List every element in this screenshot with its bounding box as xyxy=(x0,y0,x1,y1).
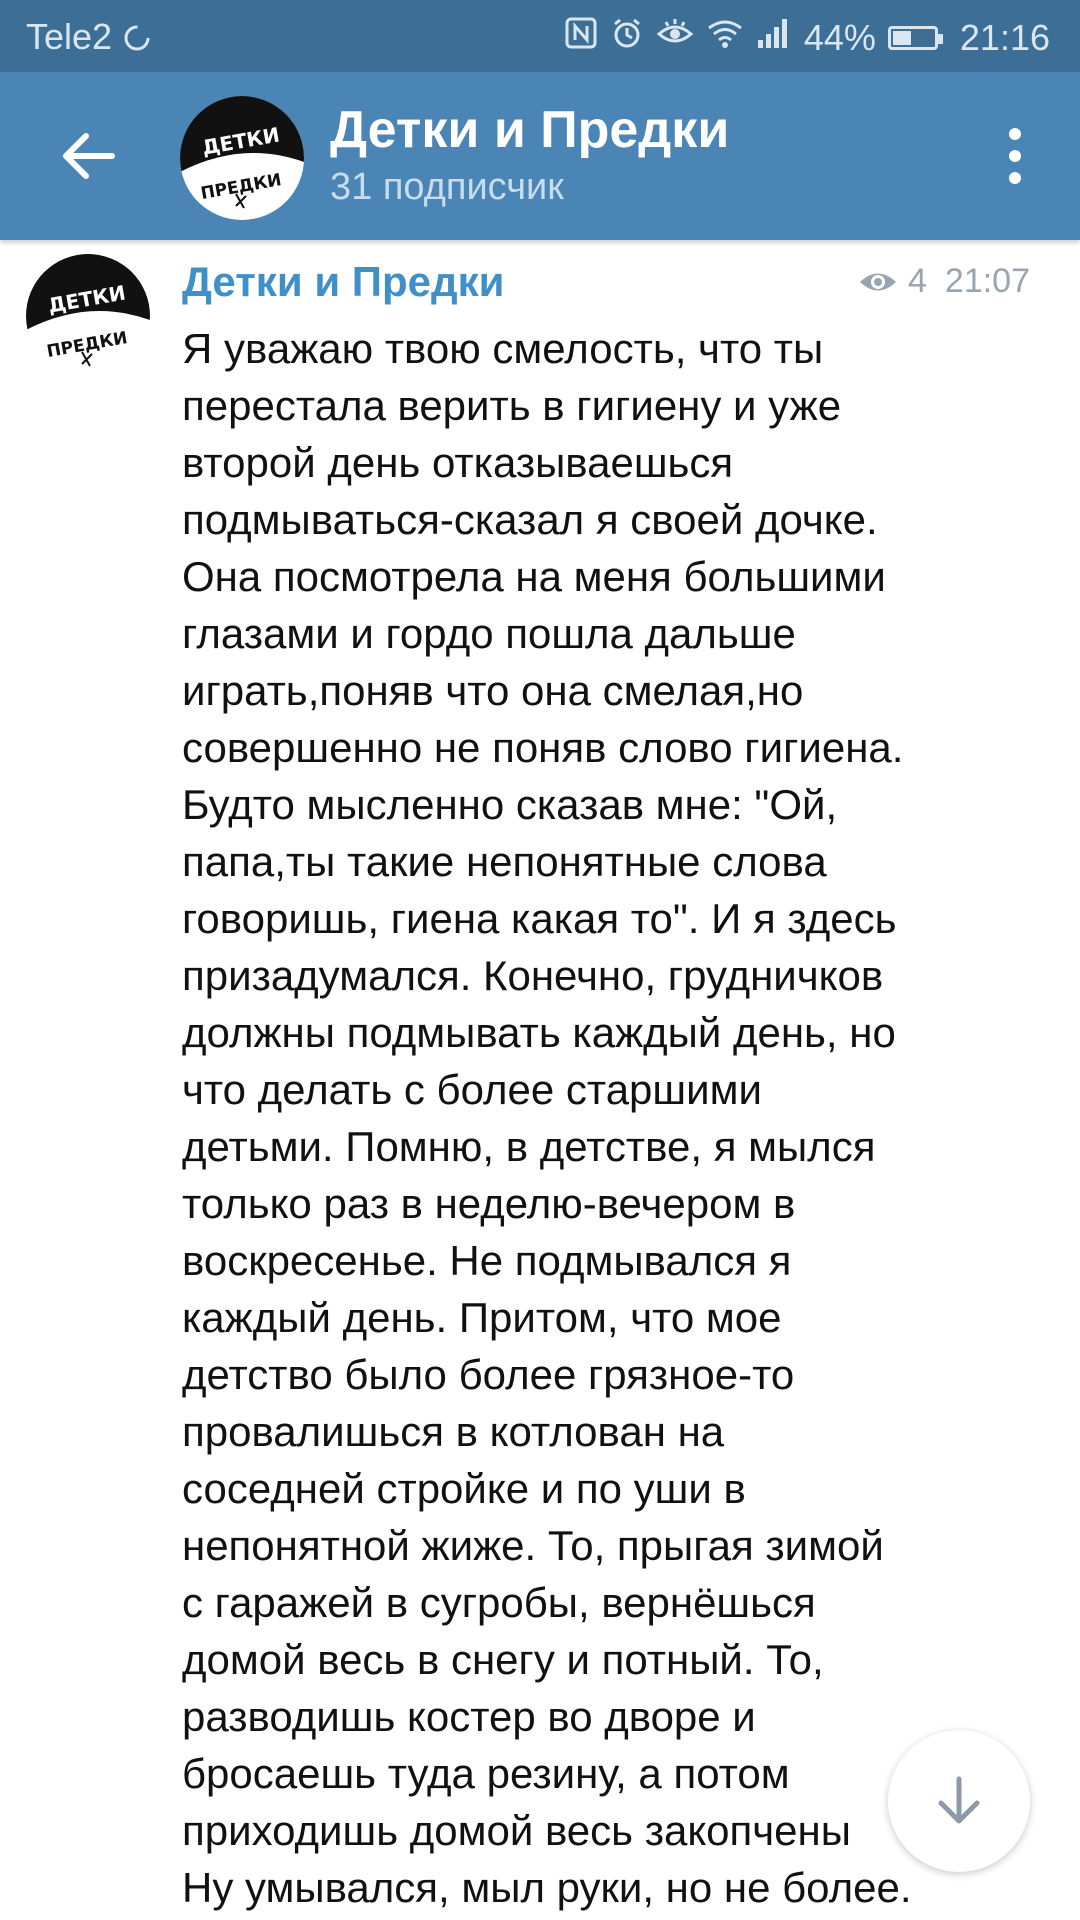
signal-icon xyxy=(756,16,792,59)
nfc-icon xyxy=(564,16,598,59)
back-button[interactable] xyxy=(50,116,130,196)
views-eye-icon xyxy=(858,269,898,295)
svg-text:ДЕТКИ: ДЕТКИ xyxy=(46,280,128,318)
scroll-down-button[interactable] xyxy=(888,1730,1030,1872)
wifi-icon xyxy=(706,16,744,59)
carrier-label: Tele2 xyxy=(26,16,113,57)
svg-text:И: И xyxy=(81,312,97,333)
views-count: 4 xyxy=(907,262,927,300)
status-bar xyxy=(0,0,1080,72)
alarm-icon xyxy=(610,16,644,59)
message-meta xyxy=(858,262,1030,301)
battery-icon xyxy=(888,26,938,50)
svg-text:И: И xyxy=(235,154,251,175)
back-arrow-icon xyxy=(50,116,130,196)
arrow-down-icon xyxy=(929,1771,989,1831)
svg-text:ДЕТКИ: ДЕТКИ xyxy=(200,122,282,160)
more-vertical-icon xyxy=(980,116,1050,196)
subscriber-count: 31 подписчик xyxy=(330,166,564,208)
message-text: Я уважаю твою смелость, что ты перестала верить в гигиену и уже второй день отказываешься подмываться-сказал я своей дочке. Она посмотрела на меня большими глазами и гордо пошла дальше играть,поняв что она смелая,но совершенно не поняв слово гигиена. Будто мысленно сказав мне: "Ой, папа,ты такие непонятные слова говоришь, гиена какая то". И я здесь призадумался. Конечно, грудничков должны подмывать каждый день, но что делать с более старшими детьми. Помню, в детстве, я мылся только раз в неделю-вечером в воскресенье. Не подмывался я каждый день. Притом, что мое детство было более грязное-то провалишься в котлован на соседней стройке и по уши в непонятной жиже. То, прыгая зимой с гаражей в сугробы, вернёшься домой весь в снегу и потный. То, разводишь костер во дворе и бросаешь туда резину, а потом приходишь домой весь закопчены Ну умывался, мыл руки, но не более. xyxy=(182,325,912,1911)
message-author-avatar[interactable] xyxy=(26,254,150,378)
channel-logo xyxy=(180,96,304,220)
eye-comfort-icon xyxy=(656,16,694,59)
loading-circle-icon xyxy=(122,20,152,62)
message-time: 21:07 xyxy=(944,262,1030,300)
battery-percent: 44% xyxy=(803,16,876,58)
message-author-name[interactable]: Детки и Предки xyxy=(182,258,505,305)
channel-avatar[interactable] xyxy=(180,96,304,220)
chat-header xyxy=(0,72,1080,240)
svg-text:ПРЕДКИ: ПРЕДКИ xyxy=(199,170,284,205)
channel-title[interactable]: Детки и Предки xyxy=(330,101,730,159)
svg-text:ПРЕДКИ: ПРЕДКИ xyxy=(45,328,130,363)
clock: 21:16 xyxy=(959,16,1050,58)
more-menu-button[interactable] xyxy=(980,116,1050,196)
channel-logo xyxy=(26,254,150,378)
